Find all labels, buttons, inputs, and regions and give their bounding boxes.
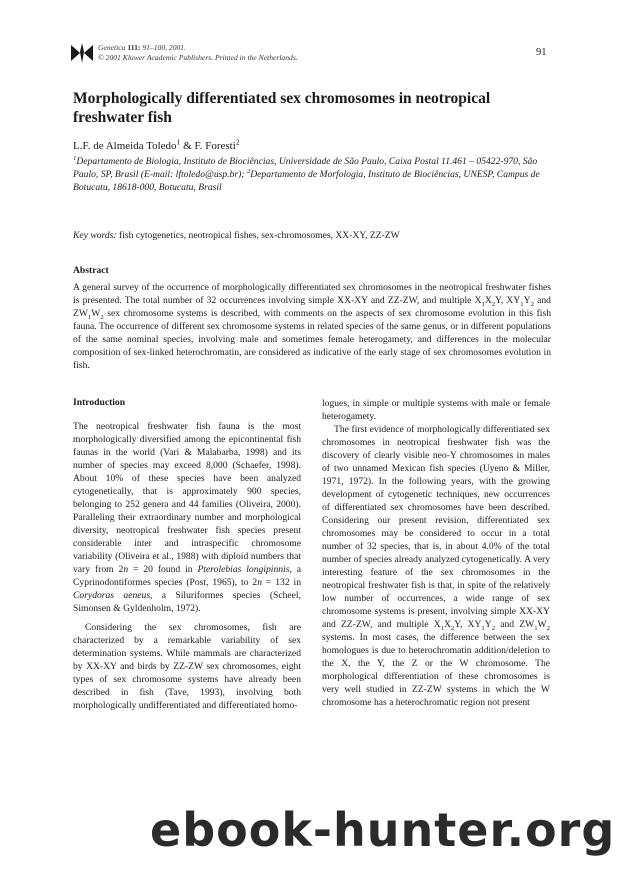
author-1: L.F. de Almeida Toledo bbox=[73, 140, 177, 152]
intro-paragraph-2: Considering the sex chromosomes, fish are characterized by a remarkable variability of sex determination systems. While mammals are characterized by XX-XY and birds by ZZ-ZW sex chromosomes, eight types of sex chromosome systems have already been described in fish (Tave, 1993), involving both morphologically undifferentiated and differentiated homo- bbox=[73, 622, 301, 711]
page-number: 91 bbox=[536, 47, 547, 58]
affiliations: $^1$Departamento de Biologia, Instituto de Biociências, Universidade de São Paulo, Caixa Postal 11.461 – 05422-970, São Paulo, SP, Brasil (E-mail: lftoledo@usp.br); $^2$Departamento de Morfologia, Instituto de Biociências, UNESP, Campus de Botucatu, 18618-000, Botucatu, Brasil bbox=[73, 154, 540, 193]
journal-name: Genetica bbox=[98, 43, 126, 52]
keywords-text: fish cytogenetics, neotropical fishes, sex-chromosomes, XX-XY, ZZ-ZW bbox=[116, 230, 400, 241]
copyright-line: © 2001 Kluwer Academic Publishers. Printed in the Netherlands. bbox=[98, 53, 298, 62]
abstract-text: A general survey of the occurrence of morphologically differentiated sex chromosomes in the neotropical freshwater fishes is presented. The total number of 32 occurrences involving simple XX-XY and ZZ-ZW, and multiple $X_1X_2Y$, $XY_1Y_2$ and $ZW_1W_2$ sex chromosome systems is described, with comments on the aspects of sex chromosome evolution in this fish fauna. The occurrence of different sex chromosome systems in related species of the same genus, or in different populations of the same nominal species, involving male and sometimes female heterogamety, and differences in the molecular composition of sex-linked heterochromatin, are considered as indicative of the early stage of sex chromosomes evolution in fish. bbox=[73, 282, 551, 371]
watermark-text: ebook-hunter.org bbox=[150, 803, 616, 857]
intro-paragraph-1: The neotropical freshwater fish fauna is the most morphologically diversified among the epicontinental fish faunas in the world (Vari & Malabarba, 1998) and its number of species may exceed 8,000 (Schaefer, 1998). About 10% of these species have been analyzed cytogenetically, that is approximately 900 species, belonging to 252 genera and 44 families (Oliveira, 2000). Paralleling their extraordinary number and morphological diversity, neotropical freshwater fish species present considerable inter and intraspecific chromosome variability (Oliveira et al., 1988) with diploid numbers that vary from 2n = 20 found in Pterolebias longipinnis, a Cyprinodontiformes species (Post, 1965), to 2n = 132 in Corydoras aeneus, a Siluriformes species (Scheel, Simonsen & Gyldenholm, 1972). bbox=[73, 421, 302, 614]
author-2: F. Foresti bbox=[194, 140, 236, 152]
intro-paragraph-3: The first evidence of morphologically differentiated sex chromosomes in neotropical freshwater fish was the discovery of clearly visible neo-Y chromosomes in males of two unnamed Mexican fish species (Uyeno & Miller, 1971, 1972). In the following years, with the growing development of cytogenetic techniques, new occurrences of differentiated sex chromosomes have been described. Considering our present revision, differentiated sex chromosomes may be considered to occur in a total number of 32 species, that is, in about 4.0% of the total number of species already analyzed cytogenetically. A very interesting feature of the sex chromosomes in the neotropical freshwater fish is that, in spite of the relatively low number of occurrences, a wide range of sex chromosome systems is present, involving simple XX-XY and ZZ-ZW, and multiple $X_1X_2Y$, $XY_1Y_2$ and $ZW_1W_2$ systems. In most cases, the difference between the sex homologues is due to heterochromatin addition/deletion to the X, the Y, the Z or the W chromosome. The morphological differentiation of these chromosomes is very well studied in ZZ-ZW systems in which the W chromosome has a heterochromatic region not present bbox=[322, 424, 550, 708]
keywords bbox=[73, 230, 551, 241]
affiliation-2: Departamento de Morfologia, Instituto de Biociências, UNESP, Campus de Botucatu, 18618-000, Botucatu, Brasil bbox=[73, 169, 540, 193]
author-line: L.F. de Almeida Toledo$^1$ & F. Foresti$^2$ bbox=[73, 137, 240, 152]
introduction-heading: Introduction bbox=[73, 397, 126, 408]
journal-volume: 111: bbox=[127, 43, 141, 52]
publisher-logo-icon bbox=[71, 43, 93, 63]
affiliation-1: Departamento de Biologia, Instituto de Biociências, Universidade de São Paulo, Caixa Postal 11.461 – 05422-970, São Paulo, SP, Brasil (E-mail: lftoledo@usp.br); bbox=[73, 156, 538, 180]
species-name: Pterolebias longipinnis bbox=[197, 564, 290, 575]
journal-pages: 91–100, 2001. bbox=[142, 43, 186, 52]
journal-citation bbox=[98, 43, 298, 63]
keywords-label: Key words: bbox=[73, 230, 117, 241]
article-title: Morphologically differentiated sex chromosomes in neotropical freshwater fish bbox=[73, 90, 491, 126]
species-name: Corydoras aeneus bbox=[73, 590, 151, 601]
abstract-heading: Abstract bbox=[73, 265, 109, 276]
intro-paragraph-2-continued: logues, in simple or multiple systems with male or female heterogamety. bbox=[322, 398, 550, 422]
